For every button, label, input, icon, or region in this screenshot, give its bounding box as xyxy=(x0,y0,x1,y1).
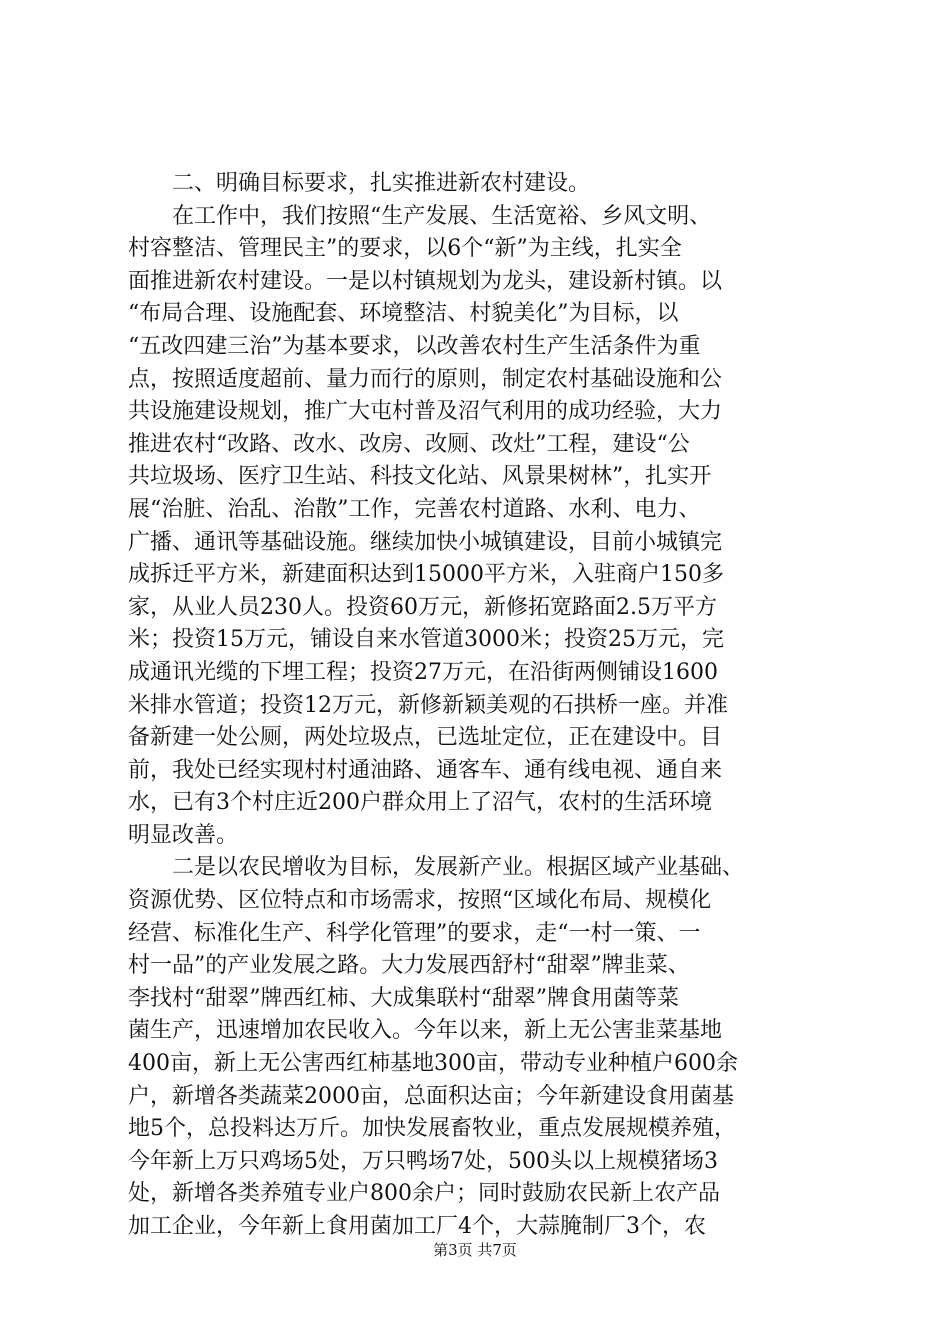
text-line: 水，已有3个村庄近200户群众用上了沼气，农村的生活环境 xyxy=(128,790,712,816)
page-number-footer: 第3页 共7页 xyxy=(433,1241,517,1259)
text-line: 今年新上万只鸡场5处，万只鸭场7处，500头以上规模猪场3 xyxy=(128,1148,718,1174)
text-line: 400亩，新上无公害西红柿基地300亩，带动专业种植户600余 xyxy=(128,1051,738,1077)
text-line: 米排水管道；投资12万元，新修新颖美观的石拱桥一座。并准 xyxy=(128,692,728,718)
text-line: 地5个，总投料达万斤。加快发展畜牧业，重点发展规模养殖， xyxy=(128,1116,736,1142)
text-line: “五改四建三治”为基本要求，以改善农村生产生活条件为重 xyxy=(128,333,701,359)
text-line: 资源优势、区位特点和市场需求，按照“区域化布局、规模化 xyxy=(128,888,712,914)
text-line: 共设施建设规划，推广大屯村普及沼气利用的成功经验，大力 xyxy=(128,399,723,425)
text-line: 处，新增各类养殖专业户800余户；同时鼓励农民新上农产品 xyxy=(128,1181,720,1207)
text-line: “布局合理、设施配套、环境整洁、村貌美化”为目标，以 xyxy=(128,301,679,327)
text-line: 经营、标准化生产、科学化管理”的要求，走“一村一策、一 xyxy=(128,920,701,946)
text-line: 前，我处已经实现村村通油路、通客车、通有线电视、通自来 xyxy=(128,757,723,783)
body-text xyxy=(128,168,828,1244)
text-line: 家，从业人员230人。投资60万元，新修拓宽路面2.5万平方 xyxy=(128,594,717,620)
text-line: 米；投资15万元，铺设自来水管道3000米；投资25万元，完 xyxy=(128,627,724,653)
text-line: 村容整洁、管理民主”的要求，以6个“新”为主线，扎实全 xyxy=(128,236,682,262)
text-line: 面推进新农村建设。一是以村镇规划为龙头，建设新村镇。以 xyxy=(128,268,723,294)
text-line: 广播、通讯等基础设施。继续加快小城镇建设，目前小城镇完 xyxy=(128,529,723,555)
text-line: 在工作中，我们按照“生产发展、生活宽裕、乡风文明、 xyxy=(128,203,712,229)
text-line: 点，按照适度超前、量力而行的原则，制定农村基础设施和公 xyxy=(128,366,723,392)
text-line: 成拆迁平方米，新建面积达到15000平方米，入驻商户150多 xyxy=(128,562,724,588)
text-line: 二、明确目标要求，扎实推进新农村建设。 xyxy=(128,171,591,196)
text-line: 共垃圾场、医疗卫生站、科技文化站、风景果树林”，扎实开 xyxy=(128,464,712,490)
text-line: 李找村“甜翠”牌西红柿、大成集联村“甜翠”牌食用菌等菜 xyxy=(128,985,679,1011)
text-line: 明显改善。 xyxy=(128,822,239,848)
text-line: 推进农村“改路、改水、改房、改厕、改灶”工程，建设“公 xyxy=(128,431,690,457)
text-line: 成通讯光缆的下埋工程；投资27万元，在沿街两侧铺设1600 xyxy=(128,659,718,685)
text-line: 户，新增各类蔬菜2000亩，总面积达亩；今年新建设食用菌基 xyxy=(128,1083,734,1109)
text-line: 加工企业，今年新上食用菌加工厂4个，大蒜腌制厂3个，农 xyxy=(128,1214,706,1239)
text-line: 备新建一处公厕，两处垃圾点，已选址定位，正在建设中。目 xyxy=(128,725,723,751)
text-line: 展“治脏、治乱、治散”工作，完善农村道路、水利、电力、 xyxy=(128,496,701,522)
text-line: 村一品”的产业发展之路。大力发展西舒村“甜翠”牌韭菜、 xyxy=(128,953,690,979)
text-line: 二是以农民增收为目标，发展新产业。根据区域产业基础、 xyxy=(128,855,745,881)
text-line: 菌生产，迅速增加农民收入。今年以来，新上无公害韭菜基地 xyxy=(128,1018,723,1044)
